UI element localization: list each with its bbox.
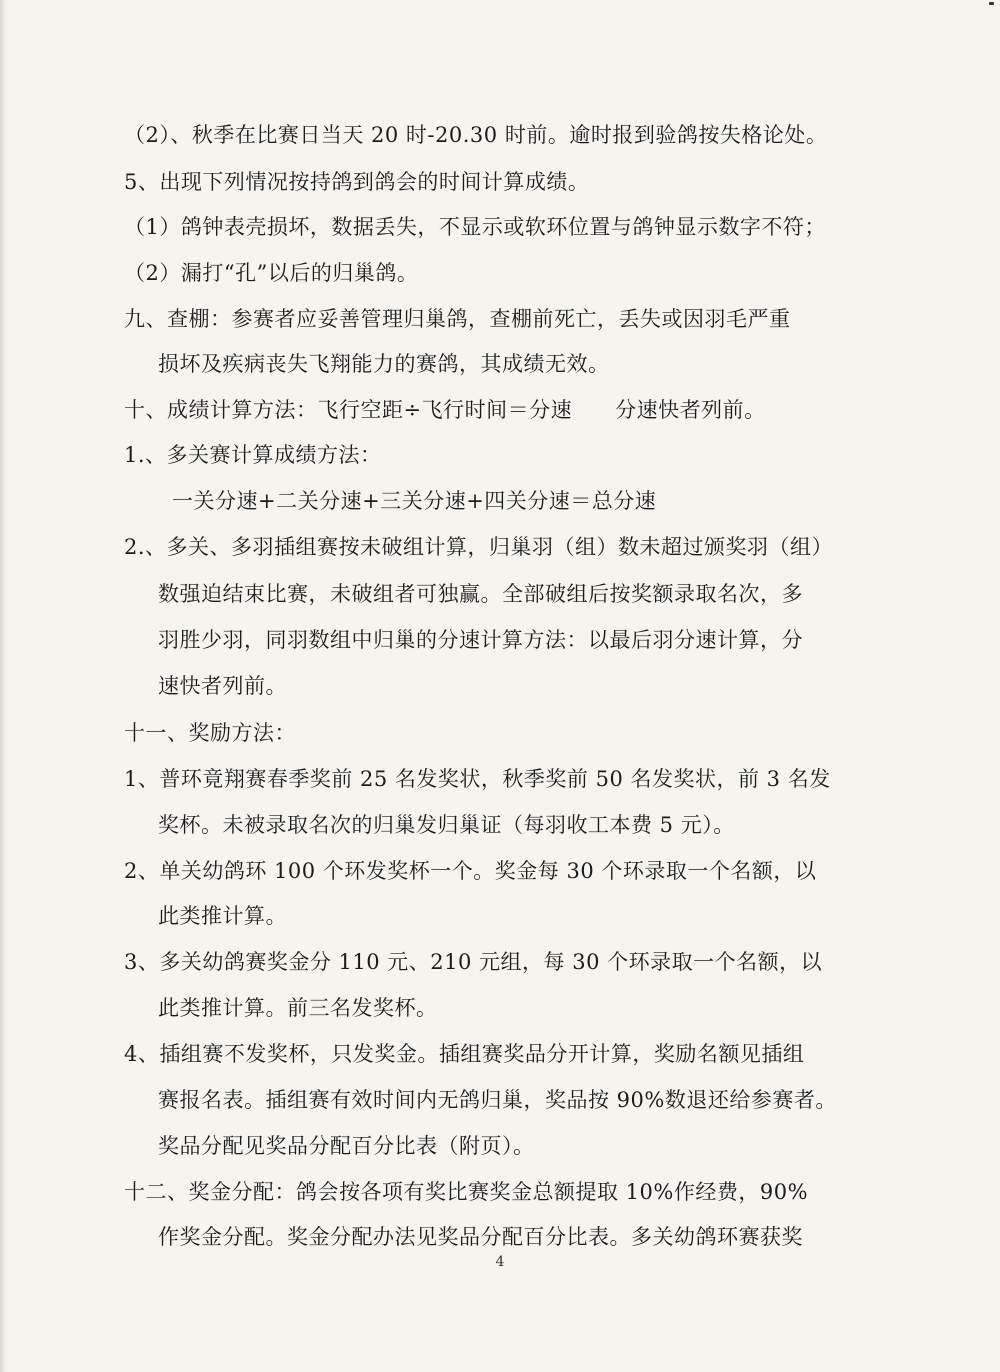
scan-edge [0, 0, 6, 1372]
text-line: 奖杯。未被录取名次的归巢发归巢证（每羽收工本费 5 元）。 [158, 813, 735, 837]
text-line: 十二、奖金分配：鸽会按各项有奖比赛奖金总额提取 10%作经费，90% [124, 1180, 809, 1204]
text-line: 奖品分配见奖品分配百分比表（附页）。 [158, 1134, 535, 1158]
text-line: 此类推计算。 [158, 904, 287, 928]
text-line: 5、出现下列情况按持鸽到鸽会的时间计算成绩。 [124, 170, 590, 194]
text-line: 3、多关幼鸽赛奖金分 110 元、210 元组，每 30 个环录取一个名额，以 [124, 950, 823, 974]
text-line: 作奖金分配。奖金分配办法见奖品分配百分比表。多关幼鸽环赛获奖 [158, 1225, 803, 1249]
text-line: 此类推计算。前三名发奖杯。 [158, 996, 438, 1020]
text-line: 4、插组赛不发奖杯，只发奖金。插组赛奖品分开计算，奖励名额见插组 [124, 1042, 805, 1066]
text-line: 1.、多关赛计算成绩方法： [124, 443, 382, 467]
text-line: 损坏及疾病丧失飞翔能力的赛鸽，其成绩无效。 [158, 352, 610, 376]
text-line: 2.、多关、多羽插组赛按未破组计算，归巢羽（组）数未超过颁奖羽（组） [124, 535, 834, 559]
text-line: 数强迫结束比赛，未破组者可独赢。全部破组后按奖额录取名次，多 [158, 582, 803, 606]
text-line: （2）、秋季在比赛日当天 20 时-20.30 时前。逾时报到验鸽按失格论处。 [124, 123, 828, 147]
text-line: 速快者列前。 [158, 674, 287, 698]
text-line: 羽胜少羽，同羽数组中归巢的分速计算方法：以最后羽分速计算，分 [158, 628, 803, 652]
text-line: 十一、奖励方法： [124, 721, 296, 745]
text-line: 九、查棚：参赛者应妥善管理归巢鸽，查棚前死亡，丢失或因羽毛严重 [124, 307, 791, 331]
text-line: （2）漏打“孔”以后的归巢鸽。 [124, 261, 419, 285]
text-line: 十、成绩计算方法：飞行空距÷飞行时间＝分速 分速快者列前。 [124, 398, 766, 422]
text-line: 赛报名表。插组赛有效时间内无鸽归巢，奖品按 90%数退还给参赛者。 [158, 1088, 837, 1112]
text-line: 一关分速+二关分速+三关分速+四关分速＝总分速 [172, 489, 657, 513]
text-line: 1、普环竟翔赛春季奖前 25 名发奖状，秋季奖前 50 名发奖状，前 3 名发 [124, 767, 831, 791]
page-number: 4 [495, 1254, 505, 1270]
text-line: 2、单关幼鸽环 100 个环发奖杯一个。奖金每 30 个环录取一个名额，以 [124, 859, 817, 883]
scan-mark [989, 2, 994, 5]
text-line: （1）鸽钟表壳损坏，数据丢失，不显示或软环位置与鸽钟显示数字不符； [124, 215, 826, 239]
